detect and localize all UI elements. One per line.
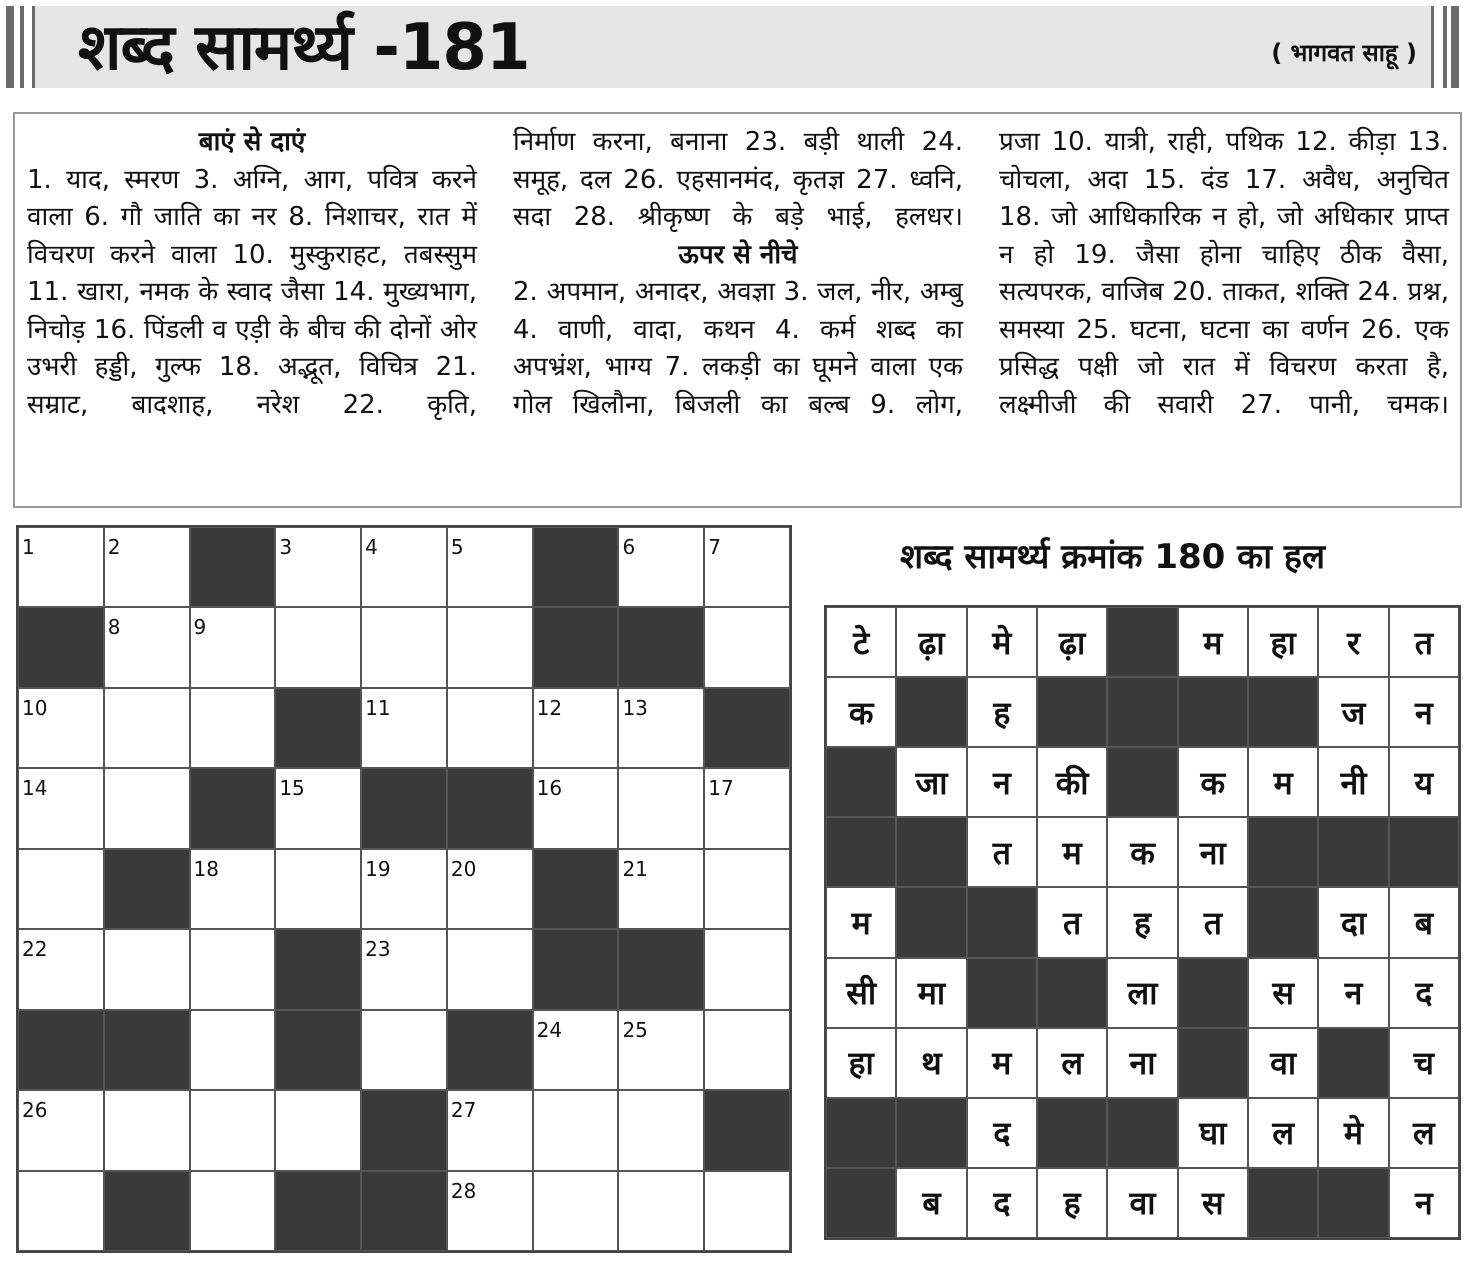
grid-cell-black xyxy=(104,849,190,929)
solution-cell-black xyxy=(1178,677,1248,747)
clue-number: 28 xyxy=(450,1178,477,1203)
grid-cell[interactable] xyxy=(447,527,533,607)
grid-cell[interactable] xyxy=(18,929,104,1009)
solution-cell: द xyxy=(1389,958,1459,1028)
solution-cell: म xyxy=(826,887,896,957)
down-clues-text-continued: प्रजा 10. यात्री, राही, पथिक 12. कीड़ा 13. चोचला, अदा 15. दंड 17. अवैध, अनुचित 18. जो आधिकारिक न हो, जो अधिकार प्राप्त न हो 19. जैसा होना चाहिए ठीक वैसा, सत्यपरक, वाजिब 20. ताकत, शक्ति 24. प्रश्न, समस्या 25. घटना, घटना का वर्णन 26. एक प्रसिद्ध पक्षी जो रात में विचरण करता है, लक्ष्मीजी की सवारी 27. पानी, चमक। xyxy=(999,127,1449,420)
grid-cell[interactable] xyxy=(704,1171,790,1251)
solution-cell: र xyxy=(1318,607,1388,677)
grid-cell[interactable] xyxy=(618,849,704,929)
clue-number: 6 xyxy=(622,535,636,559)
clue-number: 22 xyxy=(22,937,48,962)
clue-number: 8 xyxy=(107,615,121,640)
solution-cell-black xyxy=(1248,1168,1318,1238)
solution-cell-black xyxy=(1248,887,1318,957)
grid-cell[interactable] xyxy=(447,688,533,768)
solution-cell-black xyxy=(1107,607,1177,677)
grid-cell[interactable] xyxy=(447,607,533,687)
solution-cell: क xyxy=(1178,747,1248,817)
clue-number: 17 xyxy=(708,776,734,801)
grid-cell[interactable] xyxy=(275,849,361,929)
grid-cell[interactable] xyxy=(190,688,276,768)
solution-cell: ना xyxy=(1178,817,1248,887)
grid-cell[interactable] xyxy=(18,1090,104,1170)
grid-cell-black xyxy=(447,1010,533,1090)
solution-cell: न xyxy=(1318,958,1388,1028)
grid-cell[interactable] xyxy=(618,688,704,768)
crossword-grid xyxy=(16,525,792,1253)
solution-cell: त xyxy=(1178,887,1248,957)
grid-cell-black xyxy=(104,1010,190,1090)
grid-cell[interactable] xyxy=(361,607,447,687)
solution-cell: द xyxy=(967,1168,1037,1238)
solution-cell: क xyxy=(1107,817,1177,887)
solution-cell: ब xyxy=(896,1168,966,1238)
clue-number: 7 xyxy=(708,535,721,559)
author-credit: ( भागवत साहू ) xyxy=(1271,39,1417,67)
solution-cell: दा xyxy=(1318,887,1388,957)
grid-cell[interactable] xyxy=(361,1010,447,1090)
across-clues-text-continued: निर्माण करना, बनाना 23. बड़ी थाली 24. समूह, दल 26. एहसानमंद, कृतज्ञ 27. ध्वनि, सदा 28. श्रीकृष्ण के बड़े भाई, हलधर। xyxy=(513,127,963,232)
grid-cell[interactable] xyxy=(447,849,533,929)
grid-cell[interactable] xyxy=(618,768,704,848)
grid-cell[interactable] xyxy=(533,1171,619,1251)
grid-cell[interactable] xyxy=(275,768,361,848)
grid-cell[interactable] xyxy=(104,1090,190,1170)
clue-number: 20 xyxy=(450,856,477,881)
grid-cell-black xyxy=(361,1171,447,1251)
grid-cell-black xyxy=(275,929,361,1009)
clue-number: 3 xyxy=(279,535,293,559)
clue-number: 9 xyxy=(193,615,207,640)
grid-cell[interactable] xyxy=(275,527,361,607)
solution-cell: त xyxy=(1037,887,1107,957)
solution-cell: क xyxy=(826,677,896,747)
grid-cell[interactable] xyxy=(190,607,276,687)
solution-cell: मा xyxy=(896,958,966,1028)
header-bar-left xyxy=(6,6,14,88)
grid-cell[interactable] xyxy=(104,607,190,687)
clues-column-3 xyxy=(999,124,1449,424)
solution-cell: म xyxy=(967,1028,1037,1098)
solution-cell: मे xyxy=(1318,1098,1388,1168)
grid-cell-black xyxy=(18,607,104,687)
solution-cell: ह xyxy=(1037,1168,1107,1238)
solution-cell: द xyxy=(967,1098,1037,1168)
solution-cell: न xyxy=(1389,1168,1459,1238)
solution-cell: वा xyxy=(1107,1168,1177,1238)
grid-cell-black xyxy=(190,768,276,848)
grid-cell[interactable] xyxy=(18,1171,104,1251)
solution-cell: ब xyxy=(1389,887,1459,957)
grid-cell[interactable] xyxy=(704,849,790,929)
solution-cell-black xyxy=(896,887,966,957)
grid-cell-black xyxy=(190,527,276,607)
clue-number: 19 xyxy=(365,856,391,881)
grid-cell[interactable] xyxy=(275,1090,361,1170)
solution-cell: स xyxy=(1178,1168,1248,1238)
solution-cell: वा xyxy=(1248,1028,1318,1098)
clue-number: 24 xyxy=(536,1017,563,1042)
grid-cell-black xyxy=(275,1010,361,1090)
solution-cell-black xyxy=(826,747,896,817)
clue-number: 25 xyxy=(622,1017,648,1042)
grid-cell[interactable] xyxy=(18,688,104,768)
solution-cell: ला xyxy=(1107,958,1177,1028)
grid-cell-black xyxy=(533,849,619,929)
grid-cell[interactable] xyxy=(618,1171,704,1251)
solution-cell-black xyxy=(826,1098,896,1168)
clue-number: 2 xyxy=(107,535,121,559)
solution-cell-black xyxy=(1107,1098,1177,1168)
grid-cell-black xyxy=(104,1171,190,1251)
clue-number: 16 xyxy=(536,776,563,801)
down-clues-text: 2. अपमान, अनादर, अवज्ञा 3. जल, नीर, अम्बु 4. वाणी, वादा, कथन 4. कर्म शब्द का अपभ्रंश, भाग्य 7. लकड़ी का घूमने वाला एक गोल खिलौना, बिजली का बल्ब 9. लोग, xyxy=(513,277,963,420)
solution-cell-black xyxy=(1318,1168,1388,1238)
solution-cell-black xyxy=(1107,747,1177,817)
grid-cell-black xyxy=(618,607,704,687)
header-bar-right xyxy=(1451,6,1459,88)
grid-cell[interactable] xyxy=(104,929,190,1009)
grid-cell[interactable] xyxy=(618,527,704,607)
clues-box xyxy=(13,112,1462,508)
solution-grid xyxy=(824,605,1461,1240)
grid-cell-black xyxy=(18,1010,104,1090)
solution-cell-black xyxy=(1178,1028,1248,1098)
solution-cell: स xyxy=(1248,958,1318,1028)
solution-cell-black xyxy=(1037,677,1107,747)
grid-cell-black xyxy=(275,1171,361,1251)
grid-cell[interactable] xyxy=(618,1010,704,1090)
solution-cell-black xyxy=(826,817,896,887)
solution-cell: ह xyxy=(967,677,1037,747)
solution-cell: च xyxy=(1389,1028,1459,1098)
across-heading: बाएं से दाएं xyxy=(198,127,306,157)
solution-cell-black xyxy=(1107,677,1177,747)
solution-cell: थ xyxy=(896,1028,966,1098)
header-bar-left-thin xyxy=(20,6,24,88)
clue-number: 12 xyxy=(536,695,563,720)
clue-number: 11 xyxy=(365,695,391,720)
solution-cell: ल xyxy=(1389,1098,1459,1168)
grid-cell-black xyxy=(533,607,619,687)
grid-cell[interactable] xyxy=(18,849,104,929)
clue-number: 14 xyxy=(22,776,48,801)
solution-cell-black xyxy=(1389,817,1459,887)
solution-cell-black xyxy=(1318,817,1388,887)
header-bar-right-thin xyxy=(1443,6,1447,88)
solution-cell: सी xyxy=(826,958,896,1028)
clues-column-1 xyxy=(27,124,477,424)
clue-number: 13 xyxy=(622,695,648,720)
solution-cell: ढ़ा xyxy=(1037,607,1107,677)
solution-cell-black xyxy=(967,958,1037,1028)
grid-cell[interactable] xyxy=(447,1090,533,1170)
grid-cell[interactable] xyxy=(104,688,190,768)
grid-cell-black xyxy=(618,929,704,1009)
grid-cell[interactable] xyxy=(190,849,276,929)
solution-cell: हा xyxy=(826,1028,896,1098)
solution-cell: टे xyxy=(826,607,896,677)
solution-cell: ना xyxy=(1107,1028,1177,1098)
solution-cell: नी xyxy=(1318,747,1388,817)
solution-cell: म xyxy=(1037,817,1107,887)
solution-cell: ल xyxy=(1037,1028,1107,1098)
grid-cell-black xyxy=(361,1090,447,1170)
grid-cell-black xyxy=(447,768,533,848)
down-heading: ऊपर से नीचे xyxy=(678,239,798,270)
grid-cell[interactable] xyxy=(190,1090,276,1170)
grid-cell-black xyxy=(533,929,619,1009)
clue-number: 10 xyxy=(22,695,48,720)
grid-cell[interactable] xyxy=(533,1090,619,1170)
solution-cell-black xyxy=(1178,958,1248,1028)
across-clues-text: 1. याद, स्मरण 3. अग्नि, आग, पवित्र करने वाला 6. गौ जाति का नर 8. निशाचर, रात में विचरण करने वाला 10. मुस्कुराहट, तबस्सुम 11. खारा, नमक के स्वाद जैसा 14. मुख्यभाग, निचोड़ 16. पिंडली व एड़ी के बीच की दोनों ओर उभरी हड्डी, गुल्फ 18. अद्भूत, विचित्र 21. सम्राट, बादशाह, नरेश 22. कृति, xyxy=(27,164,477,420)
page-header xyxy=(6,6,1457,88)
solution-cell: न xyxy=(1389,677,1459,747)
solution-cell: घा xyxy=(1178,1098,1248,1168)
solution-cell-black xyxy=(1037,958,1107,1028)
clue-number: 1 xyxy=(22,535,35,559)
clue-number: 27 xyxy=(450,1098,477,1123)
solution-cell: ल xyxy=(1248,1098,1318,1168)
solution-cell: जा xyxy=(896,747,966,817)
grid-cell-black xyxy=(704,688,790,768)
clue-number: 21 xyxy=(622,856,648,881)
grid-cell[interactable] xyxy=(361,527,447,607)
solution-cell-black xyxy=(1248,677,1318,747)
grid-cell[interactable] xyxy=(618,1090,704,1170)
grid-cell[interactable] xyxy=(104,527,190,607)
puzzle-title: शब्द सामर्थ्य -181 xyxy=(78,11,530,85)
solution-cell: त xyxy=(967,817,1037,887)
grid-cell[interactable] xyxy=(190,929,276,1009)
clue-number: 4 xyxy=(365,535,378,559)
solution-cell: की xyxy=(1037,747,1107,817)
grid-cell[interactable] xyxy=(704,929,790,1009)
clue-number: 5 xyxy=(450,535,464,559)
grid-cell[interactable] xyxy=(704,527,790,607)
grid-cell[interactable] xyxy=(361,849,447,929)
clue-number: 15 xyxy=(279,776,305,801)
clue-number: 18 xyxy=(193,856,219,881)
grid-cell[interactable] xyxy=(361,929,447,1009)
grid-cell[interactable] xyxy=(447,929,533,1009)
solution-cell: म xyxy=(1178,607,1248,677)
solution-cell-black xyxy=(1037,1098,1107,1168)
solution-cell: हा xyxy=(1248,607,1318,677)
grid-cell[interactable] xyxy=(104,768,190,848)
grid-cell-black xyxy=(275,688,361,768)
grid-cell[interactable] xyxy=(361,688,447,768)
grid-cell[interactable] xyxy=(704,1010,790,1090)
solution-cell: मे xyxy=(967,607,1037,677)
solution-cell: न xyxy=(967,747,1037,817)
solution-title: शब्द सामर्थ्य क्रमांक 180 का हल xyxy=(900,537,1326,577)
clue-number: 23 xyxy=(365,937,391,962)
grid-cell[interactable] xyxy=(18,768,104,848)
clues-column-2 xyxy=(513,124,963,424)
solution-cell: य xyxy=(1389,747,1459,817)
grid-cell[interactable] xyxy=(704,607,790,687)
grid-cell-black xyxy=(361,768,447,848)
grid-cell[interactable] xyxy=(533,688,619,768)
grid-cell-black xyxy=(533,527,619,607)
solution-cell-black xyxy=(1248,817,1318,887)
solution-cell-black xyxy=(896,1098,966,1168)
solution-cell: ज xyxy=(1318,677,1388,747)
grid-cell[interactable] xyxy=(533,1010,619,1090)
solution-cell-black xyxy=(896,817,966,887)
solution-cell: ढ़ा xyxy=(896,607,966,677)
solution-cell-black xyxy=(826,1168,896,1238)
solution-cell-black xyxy=(896,677,966,747)
solution-cell-black xyxy=(1318,1028,1388,1098)
solution-cell: त xyxy=(1389,607,1459,677)
grid-cell[interactable] xyxy=(18,527,104,607)
grid-cell[interactable] xyxy=(533,768,619,848)
solution-cell: ह xyxy=(1107,887,1177,957)
solution-cell: म xyxy=(1248,747,1318,817)
grid-cell[interactable] xyxy=(704,768,790,848)
grid-cell-black xyxy=(704,1090,790,1170)
grid-cell[interactable] xyxy=(275,607,361,687)
grid-cell[interactable] xyxy=(190,1171,276,1251)
clue-number: 26 xyxy=(22,1098,48,1123)
solution-cell-black xyxy=(967,887,1037,957)
grid-cell[interactable] xyxy=(190,1010,276,1090)
grid-cell[interactable] xyxy=(447,1171,533,1251)
